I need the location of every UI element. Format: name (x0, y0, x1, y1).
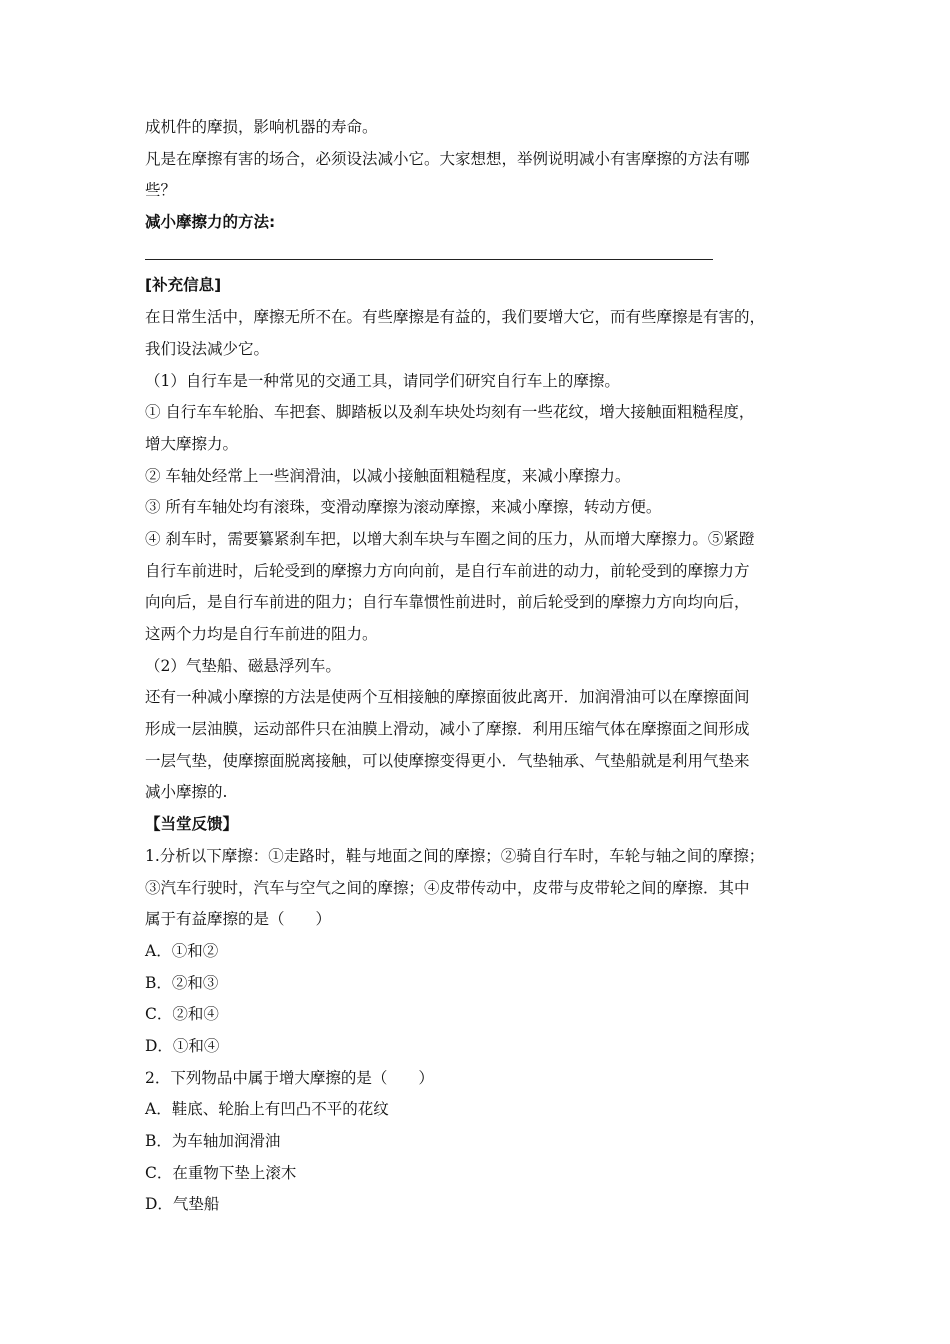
answer-option: D．①和④ (145, 1036, 220, 1055)
document-body (145, 112, 815, 1221)
text-line: 增大摩擦力。 (145, 434, 239, 453)
text-line: 减小摩擦的. (145, 783, 228, 802)
question-line: 1.分析以下摩擦：①走路时，鞋与地面之间的摩擦；②骑自行车时，车轮与轴之间的摩擦； (145, 846, 765, 865)
answer-option: C．②和④ (145, 1005, 219, 1024)
answer-option: D．气垫船 (145, 1195, 220, 1214)
section-heading: 减小摩擦力的方法: (145, 213, 276, 232)
text-line: 一层气垫，使摩擦面脱离接触，可以使摩擦变得更小．气垫轴承、气垫船就是利用气垫来 (145, 751, 750, 770)
section-heading: [补充信息] (145, 276, 222, 295)
answer-option: A．①和② (145, 941, 219, 960)
question-line: ③汽车行驶时，汽车与空气之间的摩擦；④皮带传动中，皮带与皮带轮之间的摩擦．其中 (145, 878, 750, 897)
answer-option: A．鞋底、轮胎上有凹凸不平的花纹 (145, 1100, 389, 1119)
text-line: ② 车轴处经常上一些润滑油，以减小接触面粗糙程度，来减小摩擦力。 (145, 466, 631, 485)
text-line: ④ 刹车时，需要纂紧刹车把，以增大刹车块与车圈之间的压力，从而增大摩擦力。⑤紧蹬 (145, 529, 755, 548)
section-heading: 【当堂反馈】 (145, 815, 239, 834)
text-line: 些？ (145, 181, 177, 200)
text-line: 在日常生活中，摩擦无所不在。有些摩擦是有益的，我们要增大它，而有些摩擦是有害的， (145, 308, 766, 327)
answer-option: B．②和③ (145, 973, 219, 992)
answer-option: C．在重物下垫上滚木 (145, 1163, 297, 1182)
text-line: 还有一种减小摩擦的方法是使两个互相接触的摩擦面彼此离开．加润滑油可以在摩擦面间 (145, 688, 750, 707)
text-line: ① 自行车车轮胎、车把套、脚踏板以及刹车块处均刻有一些花纹，增大接触面粗糙程度， (145, 403, 755, 422)
text-line: 成机件的摩损，影响机器的寿命。 (145, 118, 378, 136)
question-line: 属于有益摩擦的是（ ） (145, 910, 332, 929)
text-line: （1）自行车是一种常见的交通工具，请同学们研究自行车上的摩擦。 (145, 371, 620, 390)
text-line: 形成一层油膜，运动部件只在油膜上滑动，减小了摩擦．利用压缩气体在摩擦面之间形成 (145, 720, 750, 739)
question-line: 2．下列物品中属于增大摩擦的是（ ） (145, 1068, 434, 1087)
answer-option: B．为车轴加润滑油 (145, 1132, 281, 1150)
text-line: 这两个力均是自行车前进的阻力。 (145, 625, 378, 643)
text-line: 凡是在摩擦有害的场合，必须设法减小它。大家想想，举例说明减小有害摩擦的方法有哪 (145, 149, 750, 168)
text-line: 自行车前进时，后轮受到的摩擦力方向向前，是自行车前进的动力，前轮受到的摩擦力方 (145, 561, 750, 580)
blank-line (145, 239, 815, 271)
text-line: 我们设法减少它。 (145, 339, 270, 358)
text-line: ③ 所有车轴处均有滚珠，变滑动摩擦为滚动摩擦，来减小摩擦，转动方便。 (145, 498, 662, 517)
text-line: 向向后，是自行车前进的阻力；自行车靠惯性前进时，前后轮受到的摩擦力方向均向后， (145, 593, 750, 612)
text-line: （2）气垫船、磁悬浮列车。 (145, 656, 341, 675)
